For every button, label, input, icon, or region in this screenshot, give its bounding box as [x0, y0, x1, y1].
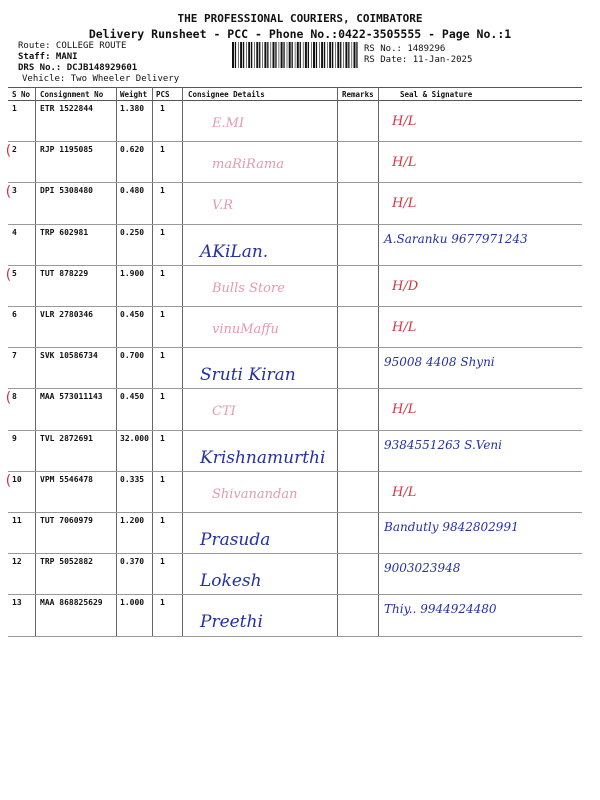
row-seal-signature: 9003023948	[384, 561, 461, 576]
runsheet-title: Delivery Runsheet - PCC - Phone No.:0422-3505555 - Page No.:1	[88, 27, 512, 41]
red-tick-mark: (	[4, 184, 13, 201]
row-pcs: 1	[160, 392, 165, 402]
row-consignee-handwriting: Bulls Store	[212, 280, 285, 296]
row-consignee-handwriting: Sruti Kiran	[200, 365, 296, 386]
row-pcs: 1	[160, 516, 165, 525]
col-divider	[152, 87, 153, 637]
col-header-sno: S No	[12, 90, 31, 99]
row-pcs: 1	[160, 351, 165, 361]
row-consignee-handwriting: vinuMaffu	[212, 322, 279, 337]
row-seal-signature: A.Saranku 9677971243	[384, 231, 528, 246]
row-seal-signature: Thiy.. 9944924480	[384, 602, 497, 617]
row-weight: 0.700	[120, 351, 145, 361]
drs-number: DRS No.: DCJB148929601	[18, 63, 138, 73]
row-weight: 1.900	[120, 268, 145, 278]
col-divider	[116, 87, 117, 637]
row-weight: 32.000	[120, 433, 149, 443]
row-separator	[8, 182, 582, 183]
table-header-rule	[8, 100, 582, 101]
row-consignment-no: SVK 10586734	[40, 351, 98, 361]
barcode-image	[232, 42, 358, 68]
col-header-consignment: Consignment No	[40, 90, 104, 99]
row-weight: 0.620	[120, 145, 145, 155]
red-tick-mark: (	[4, 472, 13, 489]
col-header-consignee: Consignee Details	[188, 90, 265, 99]
rs-number: RS No.: 1489296	[364, 44, 446, 54]
row-weight: 0.450	[120, 310, 145, 319]
route-label: Route: COLLEGE ROUTE	[18, 41, 127, 51]
row-weight: 0.480	[120, 186, 145, 196]
row-weight: 1.000	[120, 598, 145, 608]
row-sno: 11	[12, 516, 22, 525]
row-consignment-no: TUT 878229	[40, 268, 89, 278]
row-sno: 4	[12, 227, 17, 237]
row-sno: 2	[12, 145, 17, 155]
row-weight: 0.370	[120, 557, 145, 567]
row-sno: 7	[12, 351, 17, 361]
row-sno: 3	[12, 186, 17, 196]
table-top-rule	[8, 87, 582, 88]
row-pcs: 1	[160, 104, 165, 113]
row-seal-signature: H/L	[392, 114, 417, 129]
row-sno: 13	[12, 598, 22, 608]
row-pcs: 1	[160, 433, 165, 443]
row-separator	[8, 636, 582, 637]
row-consignee-handwriting: Prasuda	[200, 530, 271, 550]
row-pcs: 1	[160, 186, 165, 196]
row-separator	[8, 471, 582, 472]
row-separator	[8, 553, 582, 554]
row-pcs: 1	[160, 474, 165, 484]
row-separator	[8, 594, 582, 595]
row-separator	[8, 265, 582, 266]
row-seal-signature: H/L	[392, 484, 417, 500]
row-consignment-no: TVL 2872691	[40, 433, 93, 443]
row-consignee-handwriting: AKiLan.	[200, 241, 269, 262]
row-consignee-handwriting: E.MI	[212, 116, 245, 131]
row-seal-signature: H/L	[392, 402, 417, 418]
row-pcs: 1	[160, 145, 165, 155]
col-header-pcs: PCS	[156, 90, 170, 99]
company-title: THE PROFESSIONAL COURIERS, COIMBATORE	[177, 12, 423, 25]
row-sno: 1	[12, 104, 17, 113]
col-header-seal: Seal & Signature	[400, 90, 473, 99]
row-consignment-no: RJP 1195085	[40, 145, 93, 155]
row-consignee-handwriting: V.R	[212, 198, 234, 214]
row-separator	[8, 141, 582, 142]
row-seal-signature: 9384551263 S.Veni	[384, 437, 503, 452]
col-divider	[378, 87, 379, 637]
row-pcs: 1	[160, 227, 165, 237]
row-sno: 12	[12, 557, 22, 567]
row-weight: 0.250	[120, 227, 145, 237]
row-separator	[8, 306, 582, 307]
row-seal-signature: 95008 4408 Shyni	[384, 355, 495, 370]
row-weight: 0.335	[120, 474, 145, 484]
col-header-weight: Weight	[120, 90, 148, 99]
row-pcs: 1	[160, 557, 165, 567]
row-sno: 9	[12, 433, 17, 443]
row-separator	[8, 512, 582, 513]
col-divider	[337, 87, 338, 637]
row-consignment-no: VLR 2780346	[40, 310, 93, 319]
row-seal-signature: H/L	[392, 196, 417, 212]
row-sno: 5	[12, 268, 17, 278]
row-weight: 0.450	[120, 392, 145, 402]
row-pcs: 1	[160, 268, 165, 278]
rs-date: RS Date: 11-Jan-2025	[364, 55, 473, 65]
row-seal-signature: H/L	[392, 155, 417, 171]
row-consignment-no: DPI 5308480	[40, 186, 93, 196]
row-separator	[8, 347, 582, 348]
row-sno: 8	[12, 392, 17, 402]
row-seal-signature: Bandutly 9842802991	[384, 520, 519, 534]
row-separator	[8, 224, 582, 225]
row-consignment-no: MAA 573011143	[40, 392, 103, 402]
row-consignment-no: VPM 5546478	[40, 474, 93, 484]
col-divider	[35, 87, 36, 637]
row-consignee-handwriting: CTI	[212, 404, 236, 420]
vehicle-label: Vehicle: Two Wheeler Delivery	[22, 74, 180, 84]
row-consignment-no: MAA 868825629	[40, 598, 103, 608]
staff-label: Staff: MANI	[18, 52, 78, 62]
row-consignment-no: TUT 7060979	[40, 516, 93, 525]
row-seal-signature: H/L	[392, 320, 417, 335]
row-weight: 1.200	[120, 516, 145, 525]
col-header-remarks: Remarks	[342, 90, 374, 99]
red-tick-mark: (	[4, 390, 13, 407]
row-consignee-handwriting: Preethi	[200, 612, 263, 633]
row-sno: 10	[12, 474, 22, 484]
row-consignee-handwriting: Shivanandan	[212, 486, 298, 502]
row-consignment-no: ETR 1522844	[40, 104, 93, 113]
row-weight: 1.380	[120, 104, 145, 113]
row-consignee-handwriting: maRiRama	[212, 157, 284, 173]
row-pcs: 1	[160, 598, 165, 608]
red-tick-mark: (	[4, 143, 13, 160]
row-consignment-no: TRP 602981	[40, 227, 89, 237]
row-separator	[8, 388, 582, 389]
row-consignee-handwriting: Krishnamurthi	[200, 447, 326, 468]
col-divider	[182, 87, 183, 637]
row-consignment-no: TRP 5052882	[40, 557, 93, 567]
row-pcs: 1	[160, 310, 165, 319]
row-consignee-handwriting: Lokesh	[200, 571, 262, 592]
row-separator	[8, 430, 582, 431]
row-sno: 6	[12, 310, 17, 319]
row-seal-signature: H/D	[392, 278, 419, 294]
red-tick-mark: (	[4, 266, 13, 283]
